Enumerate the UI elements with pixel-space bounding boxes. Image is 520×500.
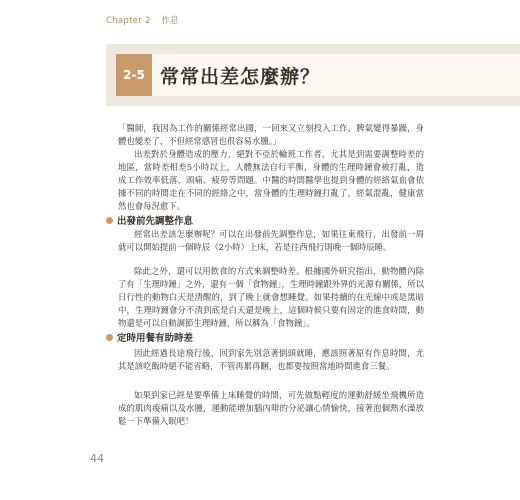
bullet-dot-icon xyxy=(106,334,113,341)
subheading-adjust-schedule xyxy=(106,213,193,227)
paragraph: 除此之外，還可以用飲食的方式來調整時差。根據國外研究指出，動物體內除了有「生理時鐘」之外，還有一個「食物鐘」，生理時鐘跟外界的光源有關係，所以日行性的動物白天是清醒的，到了晚上就會想睡覺。如果持續的在光線中或是黑暗中，生理時鐘會分不清到底是白天還是晚上，這個時候只要有固定的進食時間，動物還是可以自動調節生理時鐘，所以稱為「食物鐘」。 xyxy=(118,266,424,328)
paragraph: 如果到家已經是要準備上床睡覺的時間，可先做點輕度的運動舒緩坐飛機所造成的肌肉痠痛以及水腫，運動能增加腦內啡的分泌讓心情愉快，接著泡個熱水澡放鬆一下準備入眠吧！ xyxy=(118,390,424,426)
paragraph: 因此經過長途飛行後，回到家先別急著倒頭就睡，應該照著原有作息時間，尤其是該吃飯時絕不能省略，不管再累再睏，也都要按照當地時間進食三餐。 xyxy=(118,348,424,371)
quote-paragraph: 「醫師，我因為工作的關係經常出國，一回來又立刻投入工作，脾氣變得暴躁，身體也變差了，不但經常感冒也很容易水腫。」 xyxy=(118,123,424,146)
intro-paragraph: 出差對於身體造成的壓力，絕對不亞於輪班工作者，尤其是到需要調整時差的地區，當時差相差5小時以上，人體無法自行平衡，身體的生理時鐘會被打亂，造成工作效率低落、頭痛、疲勞等問題。中醫的時間醫學也提到身體的經絡氣血會依據不同的時間走在不同的經絡之中，當身體的生理時鐘打亂了，經氣混亂，健康當然也會每況愈下。 xyxy=(118,149,424,211)
section-title: 常常出差怎麼辦？ xyxy=(160,66,321,88)
page-number: 44 xyxy=(90,452,104,465)
subheading-text: 出發前先調整作息 xyxy=(117,216,194,227)
running-header xyxy=(106,14,179,26)
subheading-text: 定時用餐有助時差 xyxy=(117,333,194,344)
chapter-label: Chapter 2 xyxy=(106,16,151,26)
bullet-dot-icon xyxy=(106,217,113,224)
chapter-title: 作息 xyxy=(161,16,179,26)
subheading-regular-meals xyxy=(106,330,193,344)
section-number-badge: 2-5 xyxy=(116,54,152,96)
paragraph: 經常出差該怎麼辦呢？可以在出發前先調整作息，如果往東飛行，出發前一周就可以開始提前一個時辰（2小時）上床，若是往西飛行則晚一個時辰睡。 xyxy=(118,229,424,252)
